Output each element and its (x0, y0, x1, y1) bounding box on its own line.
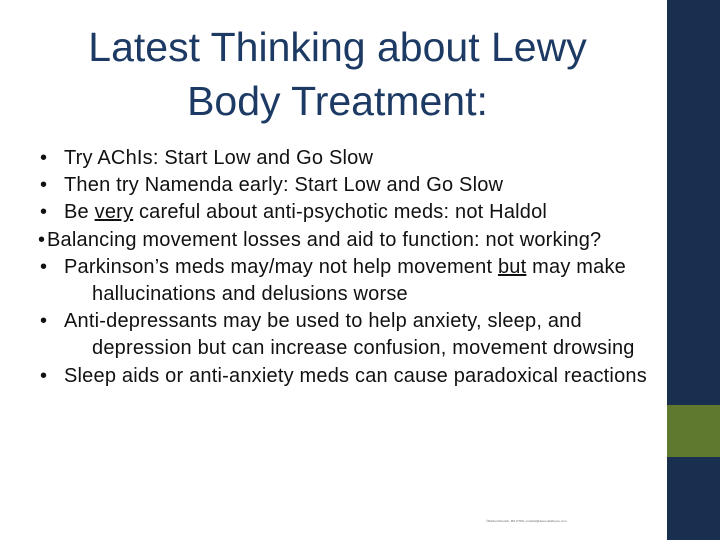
bullet-item (16, 172, 666, 199)
bullet-text-end: may make hallucinations and delusions worse (92, 255, 626, 306)
underlined-word: but (497, 255, 527, 278)
title-line-2: Body Treatment: (187, 78, 488, 124)
side-accent-decoration (667, 405, 720, 457)
bullet-text: Sleep aids or anti-anxiety meds can cause paradoxical reactions (64, 364, 647, 387)
title-line-1: Latest Thinking about Lewy (88, 24, 587, 70)
side-bar-decoration (667, 0, 720, 540)
bullet-text-start: Be (64, 201, 95, 224)
footnote-credit: ©Rachel Resnick, MS OTR/L mrachel@dementiaforyou.com (486, 519, 567, 523)
bullet-text: Then try Namenda early: Start Low and Go Slow (64, 174, 504, 197)
bullet-item (16, 199, 666, 226)
bullet-dot-icon: • (40, 310, 48, 333)
bullet-dot-icon: • (38, 228, 46, 251)
bullet-text: Balancing movement losses and aid to function: not working? (47, 228, 602, 251)
bullet-text: Try AChIs: Start Low and Go Slow (64, 147, 374, 169)
bullet-text: Anti-depressants may be used to help anxiety, sleep, and depression but can increase confusion, movement drowsing (64, 310, 635, 360)
bullet-item (16, 145, 666, 172)
bullet-dot-icon: • (40, 201, 48, 224)
bullet-dot-icon: • (40, 147, 48, 169)
bullet-dot-icon: • (40, 364, 48, 387)
bullet-text-end: careful about anti-psychotic meds: not Haldol (133, 201, 548, 224)
bullet-dot-icon: • (40, 255, 48, 278)
bullet-text-start: Parkinson’s meds may/may not help movement (64, 255, 498, 278)
bullet-item (16, 363, 666, 390)
bullet-item (16, 308, 666, 362)
bullet-dot-icon: • (40, 174, 48, 197)
bullet-list (16, 145, 666, 390)
slide-title (20, 20, 655, 128)
bullet-item (16, 254, 666, 308)
bullet-item (16, 227, 666, 254)
underlined-word: very (94, 201, 134, 224)
